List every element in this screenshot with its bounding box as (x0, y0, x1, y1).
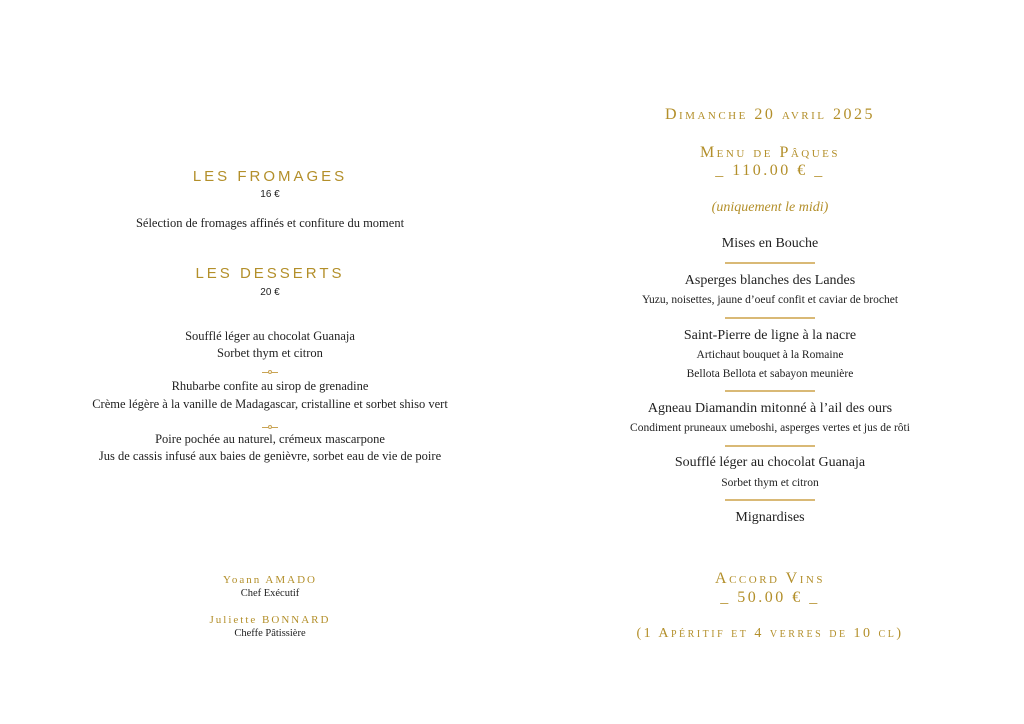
desserts-price: 20 € (260, 287, 280, 298)
course-title: Mignardises (735, 510, 805, 525)
left-page (40, 0, 500, 724)
right-page (540, 0, 1000, 724)
menu-price: _ 110.00 € _ (715, 162, 825, 179)
ornament-divider (40, 417, 500, 425)
course-title: Agneau Diamandin mitonné à l’ail des ours (647, 401, 893, 416)
course-detail: Condiment pruneaux umeboshi, asperges vertes et jus de rôti (630, 422, 910, 434)
course-title: Mises en Bouche (721, 236, 819, 251)
wine-pairing-note: (1 Apéritif et 4 verres de 10 cl) (636, 626, 904, 641)
dessert-item-1-line2: Sorbet thym et citron (217, 346, 323, 360)
course-separator (725, 445, 815, 447)
pastry-chef-role: Cheffe Pâtissière (234, 628, 306, 639)
course-detail: Sorbet thym et citron (721, 477, 819, 489)
dessert-item-1-line1: Soufflé léger au chocolat Guanaja (185, 329, 355, 343)
course-separator (725, 390, 815, 392)
dessert-item-2-line1: Rhubarbe confite au sirop de grenadine (171, 379, 369, 393)
wine-pairing-price: _ 50.00 € _ (720, 589, 820, 606)
course-detail: Bellota Bellota et sabayon meunière (686, 368, 854, 380)
dessert-item-3-line2: Jus de cassis infusé aux baies de genièvre, sorbet eau de vie de poire (98, 449, 442, 463)
ornament-divider (40, 362, 500, 370)
fromages-title: LES FROMAGES (192, 168, 348, 185)
menu-date: Dimanche 20 avril 2025 (664, 106, 876, 123)
course-title: Saint-Pierre de ligne à la nacre (683, 328, 857, 343)
menu-note: (uniquement le midi) (711, 200, 829, 215)
course-title: Soufflé léger au chocolat Guanaja (674, 455, 866, 470)
fromages-price: 16 € (260, 189, 280, 200)
fromages-description: Sélection de fromages affinés et confiture du moment (135, 216, 405, 230)
chef-role: Chef Exécutif (240, 588, 300, 599)
ornament-icon (262, 424, 278, 430)
chef-name: Yoann AMADO (223, 574, 317, 586)
course-title: Asperges blanches des Landes (684, 273, 856, 288)
course-separator (725, 262, 815, 264)
dessert-item-3-line1: Poire pochée au naturel, crémeux mascarpone (155, 432, 385, 446)
course-separator (725, 317, 815, 319)
menu-title: Menu de Pâques (699, 144, 841, 161)
ornament-icon (262, 369, 278, 375)
wine-pairing-title: Accord Vins (715, 570, 825, 587)
dessert-item-2-line2: Crème légère à la vanille de Madagascar, cristalline et sorbet shiso vert (92, 397, 448, 411)
course-detail: Artichaut bouquet à la Romaine (696, 349, 844, 361)
desserts-title: LES DESSERTS (195, 265, 345, 282)
pastry-chef-name: Juliette BONNARD (209, 614, 331, 626)
course-separator (725, 499, 815, 501)
course-detail: Yuzu, noisettes, jaune d’oeuf confit et caviar de brochet (641, 294, 899, 306)
